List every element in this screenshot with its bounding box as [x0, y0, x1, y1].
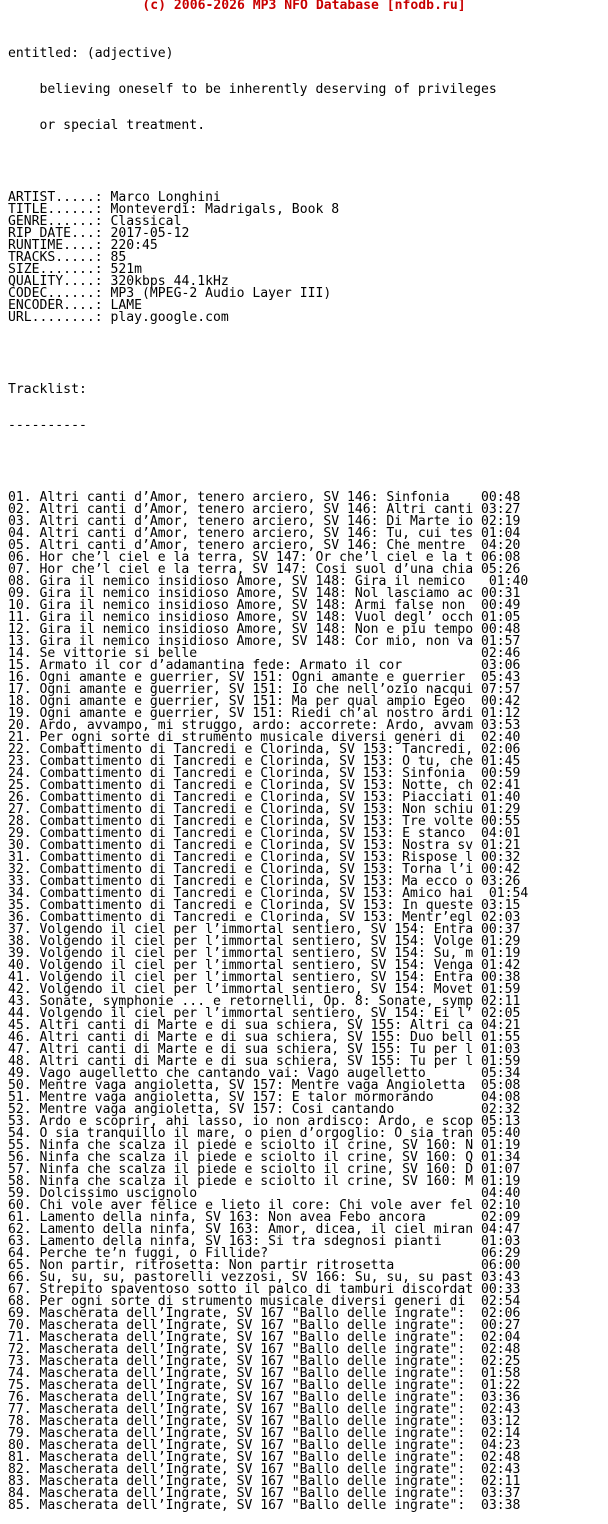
track-row: 53. Ardo e scoprir, ahi lasso, io non ardisco: Ardo, e scop 05:13 — [8, 1114, 521, 1129]
track-row: 48. Altri canti di Marte e di sua schiera, SV 155: Tu per l 01:59 — [8, 1054, 521, 1069]
info-value: Classical — [110, 214, 182, 229]
tracklist-underline: ---------- — [8, 418, 87, 433]
track-row: 85. Mascherata dell’Ingrate, SV 167 "Ballo delle ingrate": 03:38 — [8, 1498, 521, 1513]
definition-line: believing oneself to be inherently deserving of privileges — [8, 82, 497, 97]
track-row: 77. Mascherata dell’Ingrate, SV 167 "Ballo delle ingrate": 02:43 — [8, 1402, 521, 1417]
track-row: 74. Mascherata dell’Ingrate, SV 167 "Ballo delle ingrate": 01:58 — [8, 1366, 521, 1381]
track-row: 43. Sonate, symphonie ... e retornelli, Op. 8: Sonate, symp 02:11 — [8, 994, 521, 1009]
track-row: 32. Combattimento di Tancredi e Clorinda, SV 153: Torna l’i 00:42 — [8, 862, 521, 877]
track-row: 54. O sia tranquillo il mare, o pien d’orgoglio: O sia tran 05:40 — [8, 1126, 521, 1141]
track-row: 50. Mentre vaga angioletta, SV 157: Mentre vaga Angioletta 05:08 — [8, 1078, 521, 1093]
info-value: play.google.com — [110, 310, 229, 325]
track-row: 29. Combattimento di Tancredi e Clorinda, SV 153: E stanco 04:01 — [8, 826, 521, 841]
track-row: 60. Chi vole aver felice e lieto il core: Chi vole aver fel 02:10 — [8, 1198, 521, 1213]
track-row: 63. Lamento della ninfa, SV 163: Si tra sdegnosi pianti 01:03 — [8, 1234, 521, 1249]
track-row: 31. Combattimento di Tancredi e Clorinda, SV 153: Rispose l 00:32 — [8, 850, 521, 865]
tracklist-title: Tracklist: — [8, 382, 87, 397]
track-row: 26. Combattimento di Tancredi e Clorinda, SV 153: Piacciati 01:40 — [8, 790, 521, 805]
info-key: RUNTIME....: — [8, 238, 103, 253]
track-row: 22. Combattimento di Tancredi e Clorinda, SV 153: Tancredi, 02:06 — [8, 742, 521, 757]
info-row — [8, 312, 528, 324]
track-row: 76. Mascherata dell’Ingrate, SV 167 "Ballo delle ingrate": 03:36 — [8, 1390, 521, 1405]
track-row: 80. Mascherata dell’Ingrate, SV 167 "Ballo delle ingrate": 04:23 — [8, 1438, 521, 1453]
track-row: 45. Altri canti di Marte e di sua schiera, SV 155: Altri ca 04:21 — [8, 1018, 521, 1033]
track-row: 46. Altri canti di Marte e di sua schiera, SV 155: Duo bell 01:55 — [8, 1030, 521, 1045]
definition-line: entitled: (adjective) — [8, 46, 174, 61]
blank-line — [8, 456, 528, 468]
track-row: 38. Volgendo il ciel per l’immortal sentiero, SV 154: Volge 01:29 — [8, 934, 521, 949]
info-value: MP3 (MPEG-2 Audio Layer III) — [110, 286, 332, 301]
info-key: TRACKS.....: — [8, 250, 103, 265]
blank-line — [8, 348, 528, 360]
track-row: 79. Mascherata dell’Ingrate, SV 167 "Ballo delle ingrate": 02:14 — [8, 1426, 521, 1441]
track-row: 59. Dolcissimo uscignolo 04:40 — [8, 1186, 521, 1201]
track-row: 20. Ardo, avvampo, mi struggo, ardo: accorrete: Ardo, avvam 03:53 — [8, 718, 521, 733]
release-info — [8, 192, 528, 324]
nfo-document — [8, 24, 528, 1524]
track-row: 05. Altri canti d’Amor, tenero arciero, SV 146: Che mentre 04:20 — [8, 538, 521, 553]
track-row: 39. Volgendo il ciel per l’immortal sentiero, SV 154: Su, m 01:19 — [8, 946, 521, 961]
info-key: TITLE......: — [8, 202, 103, 217]
info-key: URL........: — [8, 310, 103, 325]
track-row: 27. Combattimento di Tancredi e Clorinda, SV 153: Non schiu 01:29 — [8, 802, 521, 817]
track-row: 25. Combattimento di Tancredi e Clorinda, SV 153: Notte, ch 02:41 — [8, 778, 521, 793]
track-row: 51. Mentre vaga angioletta, SV 157: E talor mormorando 04:08 — [8, 1090, 521, 1105]
track-row: 02. Altri canti d’Amor, tenero arciero, SV 146: Altri canti 03:27 — [8, 502, 521, 517]
info-value: LAME — [110, 298, 143, 313]
info-value: 85 — [110, 250, 127, 265]
track-row: 08. Gira il nemico insidioso Amore, SV 148: Gira il nemico 01:40 — [8, 574, 529, 589]
track-row: 67. Strepito spaventoso sotto il palco di tamburi discordat 00:33 — [8, 1282, 521, 1297]
track-row: 83. Mascherata dell’Ingrate, SV 167 "Ballo delle ingrate": 02:11 — [8, 1474, 521, 1489]
track-row: 33. Combattimento di Tancredi e Clorinda, SV 153: Ma ecco o 03:26 — [8, 874, 521, 889]
track-row: 56. Ninfa che scalza il piede e sciolto il crine, SV 160: Q 01:34 — [8, 1150, 521, 1165]
track-row: 75. Mascherata dell’Ingrate, SV 167 "Ballo delle ingrate": 01:22 — [8, 1378, 521, 1393]
track-row: 16. Ogni amante e guerrier, SV 151: Ogni amante e guerrier 05:43 — [8, 670, 521, 685]
track-row: 81. Mascherata dell’Ingrate, SV 167 "Ballo delle ingrate": 02:48 — [8, 1450, 521, 1465]
info-value: Marco Longhini — [110, 190, 221, 205]
track-row: 35. Combattimento di Tancredi e Clorinda, SV 153: In queste 03:15 — [8, 898, 521, 913]
track-row: 84. Mascherata dell’Ingrate, SV 167 "Ballo delle ingrate": 03:37 — [8, 1486, 521, 1501]
track-row: 01. Altri canti d’Amor, tenero arciero, SV 146: Sinfonia 00:48 — [8, 490, 521, 505]
track-row: 64. Perche te’n fuggi, o Fillide? 06:29 — [8, 1246, 521, 1261]
track-row: 21. Per ogni sorte di strumento musicale diversi generi di 02:40 — [8, 730, 521, 745]
track-row: 12. Gira il nemico insidioso Amore, SV 148: Non e piu tempo 00:48 — [8, 622, 521, 637]
track-row: 15. Armato il cor d’adamantina fede: Armato il cor 03:06 — [8, 658, 521, 673]
definition-line: or special treatment. — [8, 118, 206, 133]
track-row: 78. Mascherata dell’Ingrate, SV 167 "Ballo delle ingrate": 03:12 — [8, 1414, 521, 1429]
info-value: 220:45 — [110, 238, 158, 253]
track-row: 11. Gira il nemico insidioso Amore, SV 148: Vuol degl’ occh 01:05 — [8, 610, 521, 625]
track-row: 10. Gira il nemico insidioso Amore, SV 148: Armi false non 00:49 — [8, 598, 521, 613]
info-value: 320kbps 44.1kHz — [110, 274, 229, 289]
track-row: 24. Combattimento di Tancredi e Clorinda, SV 153: Sinfonia 00:59 — [8, 766, 521, 781]
track-row: 68. Per ogni sorte di strumento musicale diversi generi di 02:54 — [8, 1294, 521, 1309]
info-key: QUALITY....: — [8, 274, 103, 289]
track-row: 57. Ninfa che scalza il piede e sciolto il crine, SV 160: D 01:07 — [8, 1162, 521, 1177]
track-row: 28. Combattimento di Tancredi e Clorinda, SV 153: Tre volte 00:55 — [8, 814, 521, 829]
track-row: 37. Volgendo il ciel per l’immortal sentiero, SV 154: Entra 00:37 — [8, 922, 521, 937]
track-row: 73. Mascherata dell’Ingrate, SV 167 "Ballo delle ingrate": 02:25 — [8, 1354, 521, 1369]
tracklist — [8, 492, 528, 1512]
track-row: 18. Ogni amante e guerrier, SV 151: Ma per qual ampio Egeo 00:42 — [8, 694, 521, 709]
track-row: 03. Altri canti d’Amor, tenero arciero, SV 146: Di Marte io 02:19 — [8, 514, 521, 529]
site-banner: (c) 2006-2026 MP3 NFO Database [nfodb.ru] — [142, 0, 466, 13]
track-row: 17. Ogni amante e guerrier, SV 151: Io che nell’ozio nacqui 07:57 — [8, 682, 521, 697]
track-row: 65. Non partir, ritrosetta: Non partir ritrosetta 06:00 — [8, 1258, 521, 1273]
track-row: 69. Mascherata dell’Ingrate, SV 167 "Ballo delle ingrate": 02:06 — [8, 1306, 521, 1321]
track-row: 55. Ninfa che scalza il piede e sciolto il crine, SV 160: N 01:19 — [8, 1138, 521, 1153]
track-row: 19. Ogni amante e guerrier, SV 151: Riedi ch’al nostro ardi 01:12 — [8, 706, 521, 721]
track-row: 52. Mentre vaga angioletta, SV 157: Cosi cantando 02:32 — [8, 1102, 521, 1117]
track-row: 23. Combattimento di Tancredi e Clorinda, SV 153: O tu, che 01:45 — [8, 754, 521, 769]
info-key: CODEC......: — [8, 286, 103, 301]
track-row: 14. Se vittorie si belle 02:46 — [8, 646, 521, 661]
track-row: 09. Gira il nemico insidioso Amore, SV 148: Nol lasciamo ac 00:31 — [8, 586, 521, 601]
track-row: 30. Combattimento di Tancredi e Clorinda, SV 153: Nostra sv 01:21 — [8, 838, 521, 853]
track-row: 04. Altri canti d’Amor, tenero arciero, SV 146: Tu, cui tes 01:04 — [8, 526, 521, 541]
track-row: 42. Volgendo il ciel per l’immortal sentiero, SV 154: Movet 01:59 — [8, 982, 521, 997]
track-row: 82. Mascherata dell’Ingrate, SV 167 "Ballo delle ingrate": 02:43 — [8, 1462, 521, 1477]
track-row: 36. Combattimento di Tancredi e Clorinda, SV 153: Mentr’egl 02:03 — [8, 910, 521, 925]
track-row: 66. Su, su, su, pastorelli vezzosi, SV 166: Su, su, su past 03:43 — [8, 1270, 521, 1285]
track-row: 07. Hor che’l ciel e la terra, SV 147: Cosi suol d’una chia 05:26 — [8, 562, 521, 577]
track-row: 58. Ninfa che scalza il piede e sciolto il crine, SV 160: M 01:19 — [8, 1174, 521, 1189]
blank-line — [8, 156, 528, 168]
track-row: 44. Volgendo il ciel per l’immortal sentiero, SV 154: Ei l’ 02:05 — [8, 1006, 521, 1021]
track-row: 49. Vago augelletto che cantando vai: Vago augelletto 05:34 — [8, 1066, 521, 1081]
track-row: 70. Mascherata dell’Ingrate, SV 167 "Ballo delle ingrate": 00:27 — [8, 1318, 521, 1333]
track-row: 71. Mascherata dell’Ingrate, SV 167 "Ballo delle ingrate": 02:04 — [8, 1330, 521, 1345]
track-row: 41. Volgendo il ciel per l’immortal sentiero, SV 154: Entra 00:38 — [8, 970, 521, 985]
track-row: 62. Lamento della ninfa, SV 163: Amor, dicea, il ciel miran 04:47 — [8, 1222, 521, 1237]
track-row: 72. Mascherata dell’Ingrate, SV 167 "Ballo delle ingrate": 02:48 — [8, 1342, 521, 1357]
info-key: ARTIST.....: — [8, 190, 103, 205]
info-key: ENCODER....: — [8, 298, 103, 313]
track-row: 13. Gira il nemico insidioso Amore, SV 148: Cor mio, non va 01:57 — [8, 634, 521, 649]
info-value: Monteverdi: Madrigals, Book 8 — [110, 202, 340, 217]
info-value: 2017-05-12 — [110, 226, 190, 241]
track-row: 47. Altri canti di Marte e di sua schiera, SV 155: Tu per l 01:03 — [8, 1042, 521, 1057]
track-row: 40. Volgendo il ciel per l’immortal sentiero, SV 154: Venga 01:42 — [8, 958, 521, 973]
track-row: 61. Lamento della ninfa, SV 163: Non avea Febo ancora 02:09 — [8, 1210, 521, 1225]
info-key: SIZE.......: — [8, 262, 103, 277]
track-row: 34. Combattimento di Tancredi e Clorinda, SV 153: Amico hai 01:54 — [8, 886, 529, 901]
info-key: RIP DATE...: — [8, 226, 103, 241]
info-key: GENRE......: — [8, 214, 103, 229]
track-row: 06. Hor che’l ciel e la terra, SV 147: Or che’l ciel e la t 06:08 — [8, 550, 521, 565]
info-value: 521m — [110, 262, 143, 277]
